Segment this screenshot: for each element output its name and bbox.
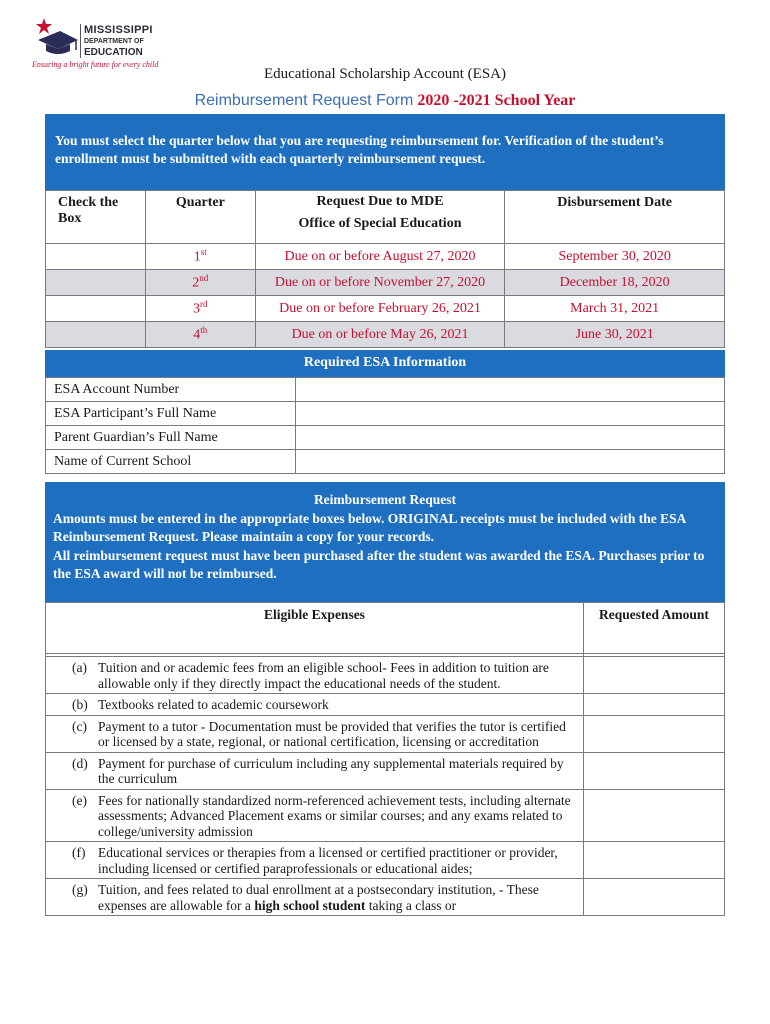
form-subtitle (0, 92, 770, 110)
quarter-3-checkbox[interactable] (46, 296, 146, 322)
form-name: Reimbursement Request Form (194, 92, 414, 109)
disbursement-header: Disbursement Date (505, 191, 725, 244)
info-label: Name of Current School (46, 450, 296, 474)
logo-line-3: EDUCATION (84, 47, 143, 58)
quarter-table (45, 190, 725, 348)
quarter-disbursement-date: September 30, 2020 (505, 244, 725, 270)
quarter-row (46, 244, 725, 270)
expense-row (46, 752, 725, 789)
school-year: 2020 -2021 School Year (417, 92, 576, 109)
quarter-number: 2nd (145, 270, 255, 296)
quarter-number: 1st (145, 244, 255, 270)
quarter-disbursement-date: June 30, 2021 (505, 322, 725, 348)
expense-row (46, 694, 725, 716)
amount-input-d[interactable] (584, 752, 725, 789)
info-label: ESA Participant’s Full Name (46, 402, 296, 426)
info-row (46, 426, 725, 450)
logo-line-2: DEPARTMENT OF (84, 38, 144, 45)
expense-row (46, 879, 725, 916)
eligible-expenses-header: Eligible Expenses (46, 603, 584, 654)
info-row (46, 450, 725, 474)
quarter-due-date: Due on or before August 27, 2020 (255, 244, 505, 270)
logo-tagline: Ensuring a bright future for every child (32, 60, 159, 69)
required-info-table (45, 377, 725, 474)
logo-line-1: MISSISSIPPI (84, 24, 153, 36)
expense-item: (b) Textbooks related to academic coursework (46, 694, 584, 716)
amount-input-e[interactable] (584, 789, 725, 842)
graduation-cap-star-icon (32, 18, 80, 58)
esa-account-number-field[interactable] (296, 378, 725, 402)
reimbursement-heading: Reimbursement Request (313, 492, 457, 507)
expense-item: (e) Fees for nationally standardized norm-referenced achievement tests, including alternate assessments; Advanced Placement exams or similar courses; and any exams related to college/university admission (46, 789, 584, 842)
quarter-row (46, 296, 725, 322)
amount-input-a[interactable] (584, 657, 725, 694)
info-label: ESA Account Number (46, 378, 296, 402)
expense-row (46, 842, 725, 879)
info-row (46, 378, 725, 402)
document-title: Educational Scholarship Account (ESA) (263, 66, 507, 82)
info-row (46, 402, 725, 426)
quarter-due-date: Due on or before May 26, 2021 (255, 322, 505, 348)
mde-logo (32, 16, 162, 68)
requested-amount-header: Requested Amount (584, 603, 725, 654)
info-label: Parent Guardian’s Full Name (46, 426, 296, 450)
reimbursement-instructions: Amounts must be entered in the appropriate boxes below. ORIGINAL receipts must be included with the ESA Reimbursement Request. Please maintain a copy for your records. (53, 510, 686, 544)
expense-item: (a) Tuition and or academic fees from an eligible school- Fees in addition to tuition are allowable only if they directly impact the educational needs of the student. (46, 657, 584, 694)
participant-name-field[interactable] (296, 402, 725, 426)
quarter-row (46, 322, 725, 348)
request-due-header: Request Due to MDE Office of Special Education (255, 191, 505, 244)
expense-item: (g) Tuition, and fees related to dual enrollment at a postsecondary institution, - These expenses are allowable for a high school student taking a class or (46, 879, 584, 916)
quarter-due-date: Due on or before November 27, 2020 (255, 270, 505, 296)
reimbursement-banner (45, 482, 725, 602)
amount-input-f[interactable] (584, 842, 725, 879)
quarter-row (46, 270, 725, 296)
quarter-4-checkbox[interactable] (46, 322, 146, 348)
quarter-due-date: Due on or before February 26, 2021 (255, 296, 505, 322)
expenses-table (45, 602, 725, 916)
amount-input-c[interactable] (584, 715, 725, 752)
amount-input-g[interactable] (584, 879, 725, 916)
reimbursement-policy: All reimbursement request must have been purchased after the student was awarded the ESA. Purchases prior to the ESA award will not be reimbursed. (53, 547, 705, 581)
expense-item: (d) Payment for purchase of curriculum including any supplemental materials required by the curriculum (46, 752, 584, 789)
quarter-number: 3rd (145, 296, 255, 322)
expense-row (46, 715, 725, 752)
quarter-1-checkbox[interactable] (46, 244, 146, 270)
current-school-field[interactable] (296, 450, 725, 474)
guardian-name-field[interactable] (296, 426, 725, 450)
check-box-header: Check the Box (46, 191, 146, 244)
quarter-2-checkbox[interactable] (46, 270, 146, 296)
quarter-disbursement-date: December 18, 2020 (505, 270, 725, 296)
amount-input-b[interactable] (584, 694, 725, 716)
quarter-disbursement-date: March 31, 2021 (505, 296, 725, 322)
expense-row (46, 789, 725, 842)
expense-item: (c) Payment to a tutor - Documentation must be provided that verifies the tutor is certified or licensed by a state, regional, or national certification, licensing or accreditation (46, 715, 584, 752)
expense-row (46, 657, 725, 694)
quarter-instructions-banner: You must select the quarter below that you are requesting reimbursement for. Verification of the student’s enrollment must be submitted with each quarterly reimbursement request. (45, 114, 725, 190)
quarter-header: Quarter (145, 191, 255, 244)
expense-item: (f) Educational services or therapies from a licensed or certified practitioner or provider, including licensed or certified paraprofessionals or educational aides; (46, 842, 584, 879)
quarter-number: 4th (145, 322, 255, 348)
required-info-heading: Required ESA Information (45, 350, 725, 377)
